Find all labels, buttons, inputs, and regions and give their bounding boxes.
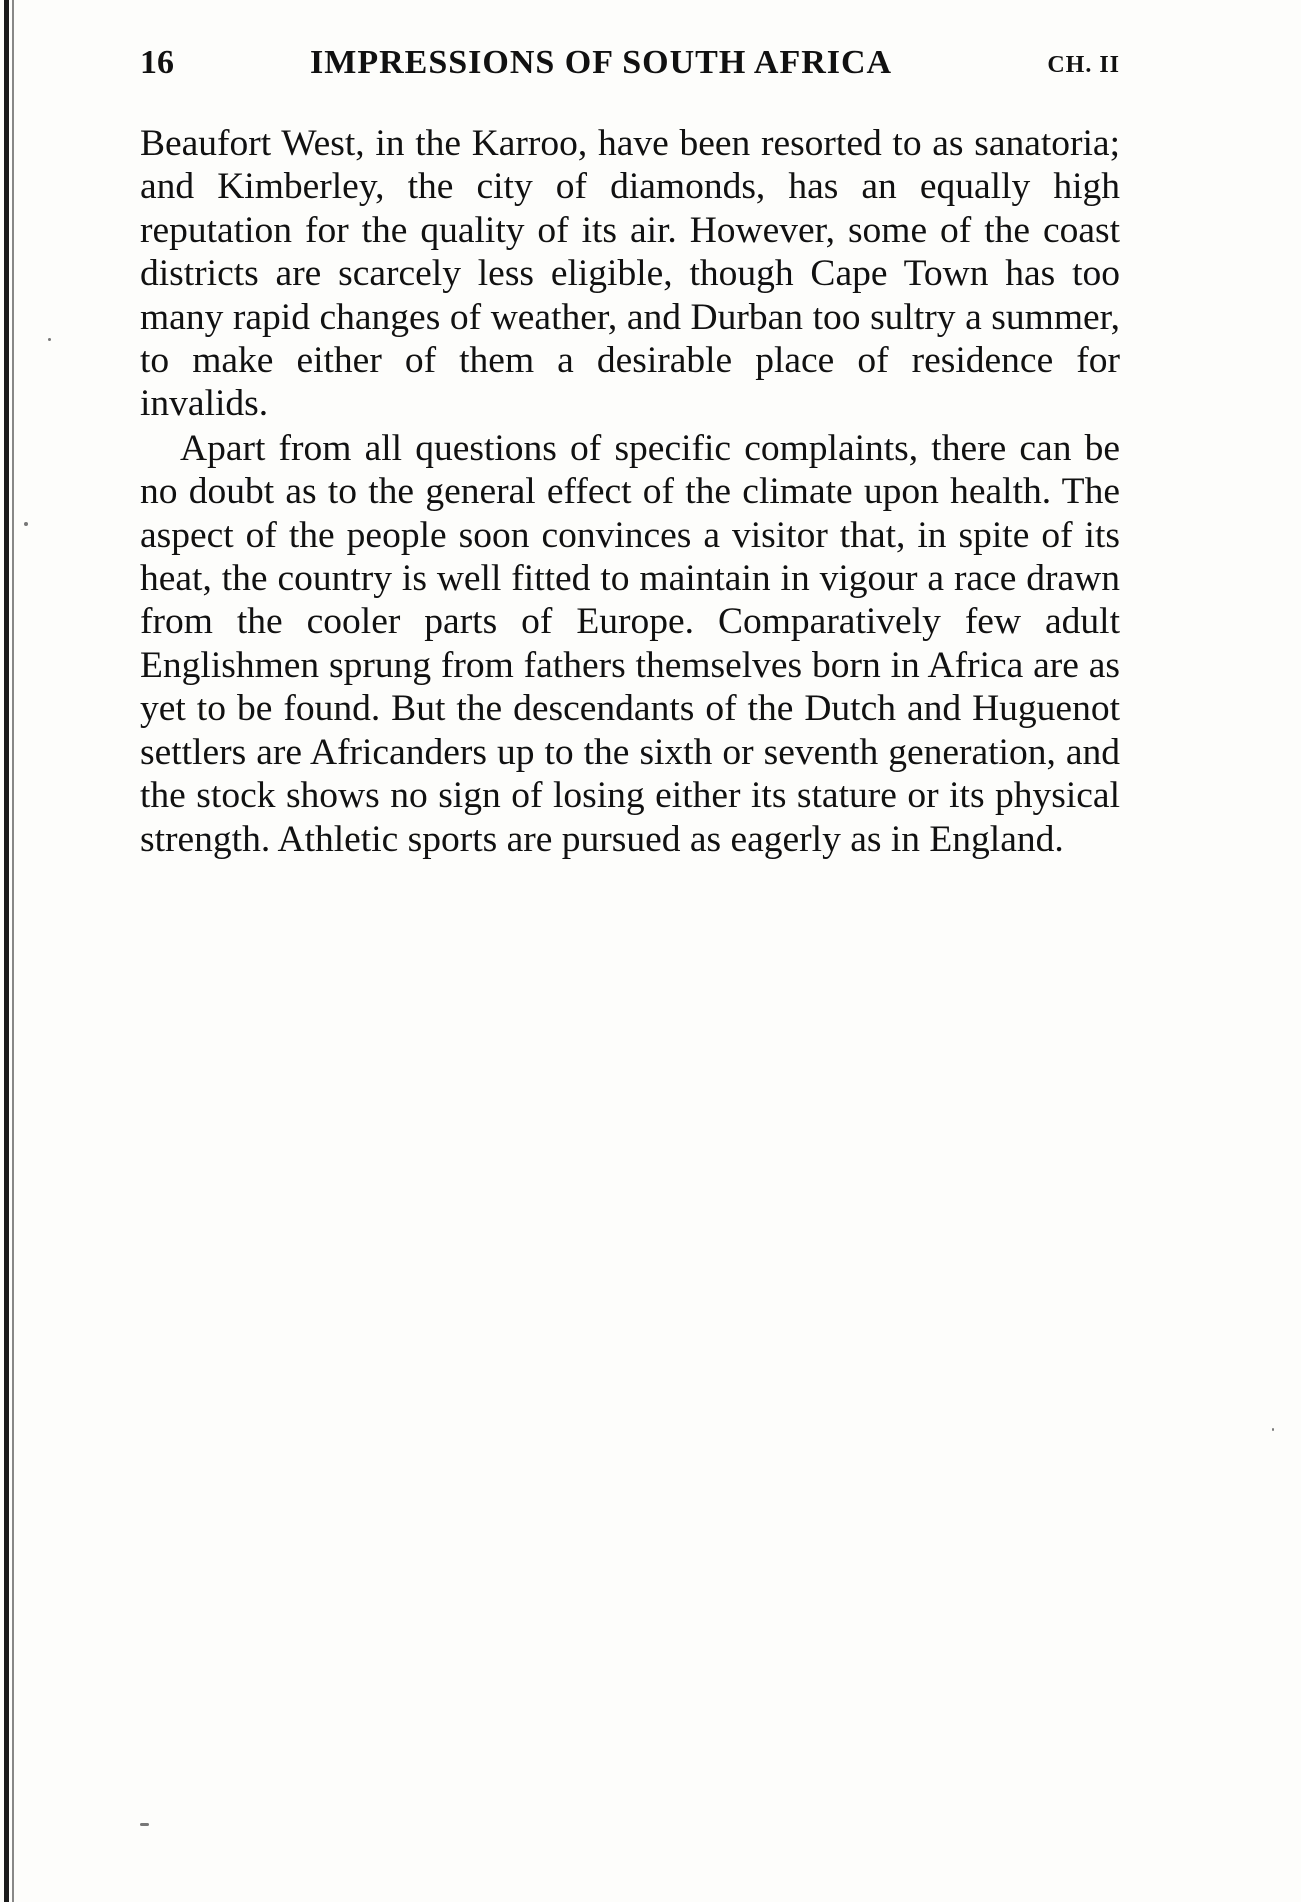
paragraph: Apart from all questions of specific complaints, there can be no doubt as to the general effect of the climate upon health. The aspect of the people soon convinces a visitor that, in spite of its heat, the country is well fitted to maintain in vigour a race drawn from the cooler parts of Europe. Comparatively few adult Englishmen sprung from fathers themselves born in Africa are as yet to be found. But the descendants of the Dutch and Huguenot settlers are Africanders up to the sixth or seventh generation, and the stock shows no sign of losing either its stature or its physical strength. Athletic sports are pursued as eagerly as in England. xyxy=(140,427,1120,860)
page-number: 16 xyxy=(140,44,174,81)
page-gutter-edge xyxy=(4,0,9,1902)
paper-speck xyxy=(24,522,28,526)
running-title: IMPRESSIONS OF SOUTH AFRICA xyxy=(310,44,893,81)
paper-speck xyxy=(1272,1428,1274,1431)
paper-speck xyxy=(48,338,51,341)
chapter-mark: CH. II xyxy=(1047,52,1120,78)
paragraph-continued: Beaufort West, in the Karroo, have been resorted to as sanatoria; and Kimberley, the city of diamonds, has an equally high reputation for the quality of its air. However, some of the coast districts are scarcely less eligible, though Cape Town has too many rapid changes of weather, and Durban too sultry a summer, to make either of them a desirable place of residence for invalids. xyxy=(140,123,1120,425)
page-gutter-shadow xyxy=(12,0,14,1902)
running-head xyxy=(140,40,1120,90)
paper-speck xyxy=(140,1823,149,1826)
body-text xyxy=(140,122,1120,861)
